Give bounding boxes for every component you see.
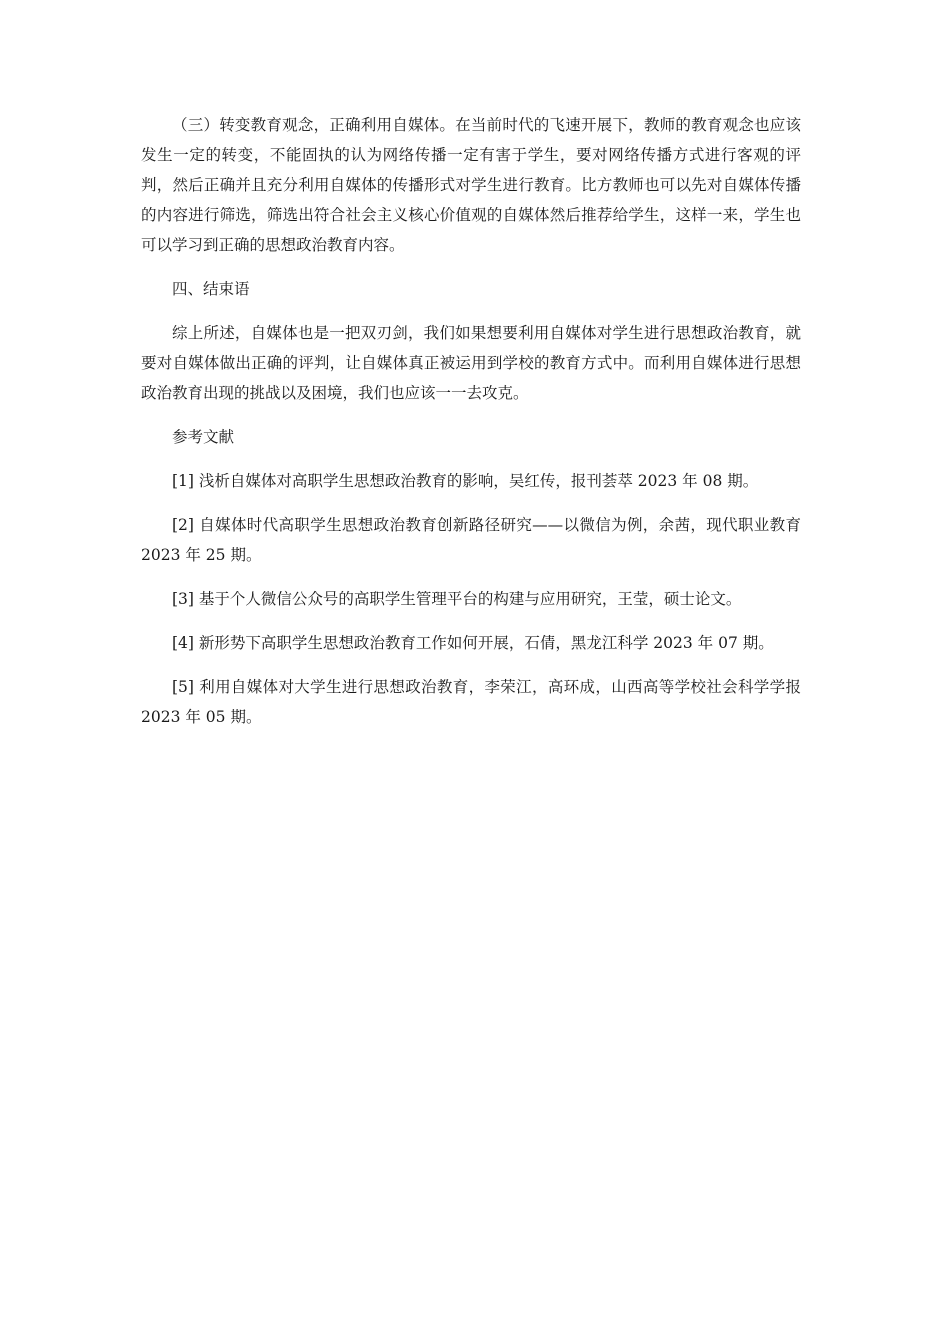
reference-item-4: [4] 新形势下高职学生思想政治教育工作如何开展，石倩，黑龙江科学 2023 年 07 期。 [172, 634, 774, 652]
reference-item-5: [5] 利用自媒体对大学生进行思想政治教育，李荣江，高环成，山西高等学校社会科学学报 2023 年 05 期。 [141, 678, 801, 726]
document-page [141, 110, 801, 746]
conclusion-heading: 四、结束语 [172, 280, 250, 298]
conclusion-paragraph: 综上所述，自媒体也是一把双刃剑，我们如果想要利用自媒体对学生进行思想政治教育，就要对自媒体做出正确的评判，让自媒体真正被运用到学校的教育方式中。而利用自媒体进行思想政治教育出现的挑战以及困境，我们也应该一一去攻克。 [141, 324, 801, 402]
references-heading: 参考文献 [172, 428, 235, 446]
section-3-paragraph: （三）转变教育观念，正确利用自媒体。在当前时代的飞速开展下，教师的教育观念也应该发生一定的转变，不能固执的认为网络传播一定有害于学生，要对网络传播方式进行客观的评判，然后正确并且充分利用自媒体的传播形式对学生进行教育。比方教师也可以先对自媒体传播的内容进行筛选，筛选出符合社会主义核心价值观的自媒体然后推荐给学生，这样一来，学生也可以学习到正确的思想政治教育内容。 [141, 116, 801, 254]
reference-item-3: [3] 基于个人微信公众号的高职学生管理平台的构建与应用研究，王莹，硕士论文。 [172, 590, 742, 608]
reference-item-2: [2] 自媒体时代高职学生思想政治教育创新路径研究——以微信为例，余茜，现代职业教育 2023 年 25 期。 [141, 516, 801, 564]
reference-item-1: [1] 浅析自媒体对高职学生思想政治教育的影响，吴红传，报刊荟萃 2023 年 08 期。 [172, 472, 759, 490]
references-list [141, 466, 801, 732]
